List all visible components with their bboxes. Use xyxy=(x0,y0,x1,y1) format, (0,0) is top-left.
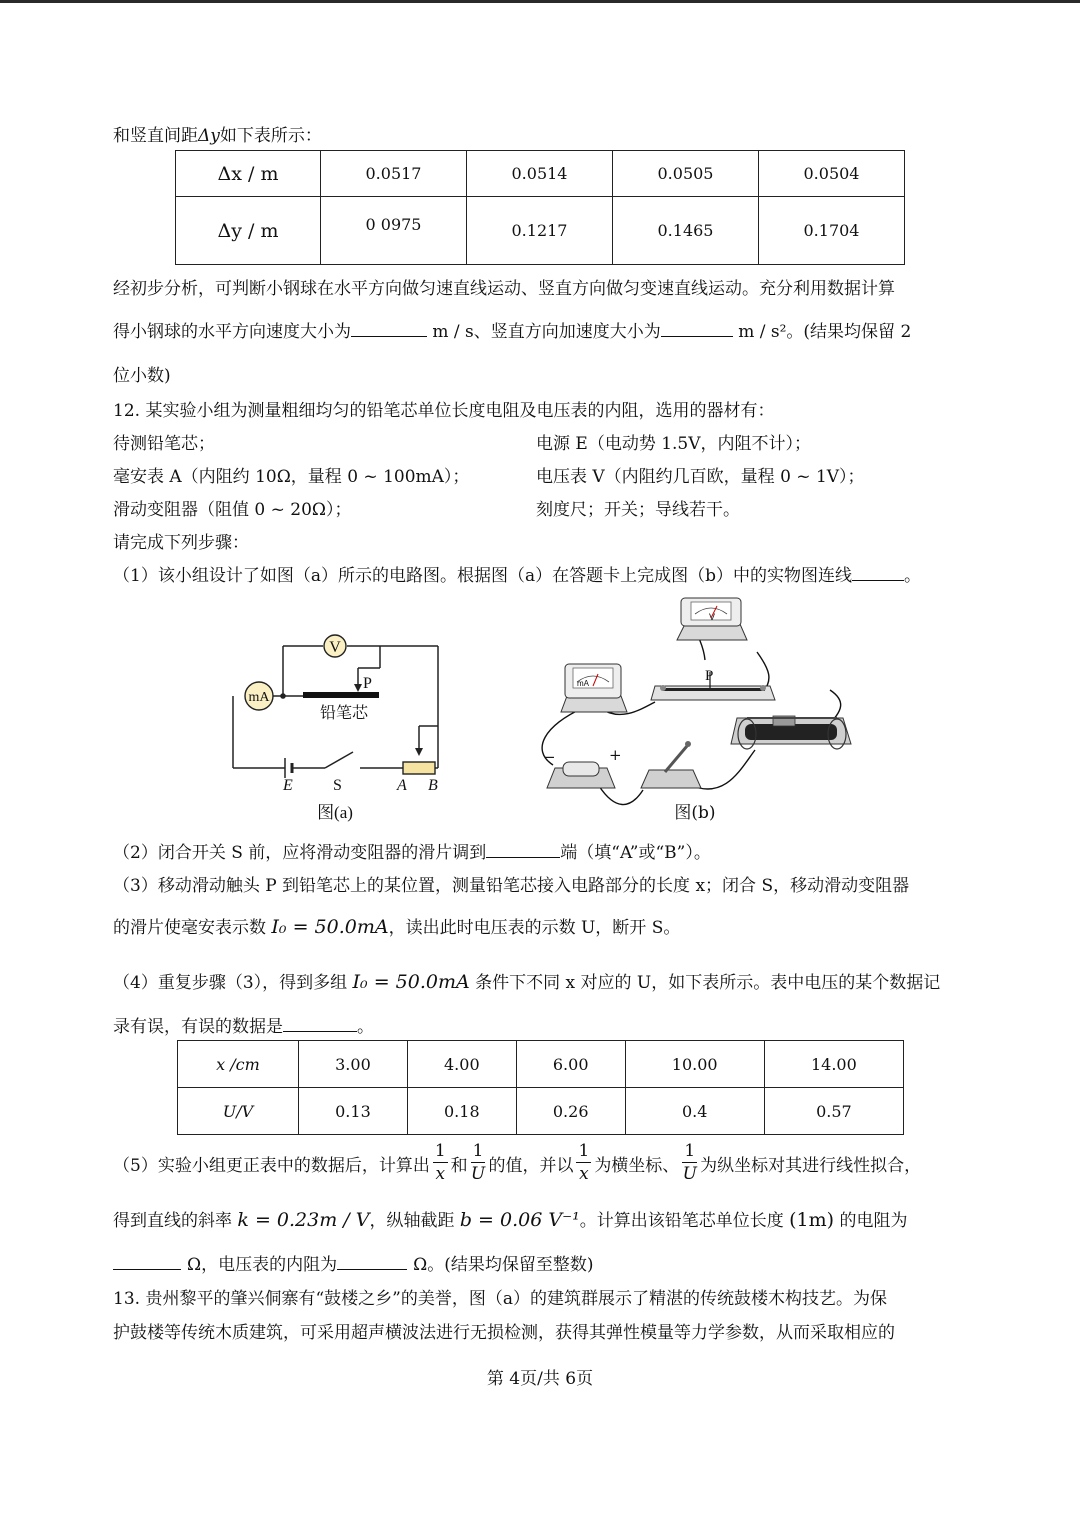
table-cell: 10.00 xyxy=(625,1041,764,1088)
step5-text-d: 为纵坐标对其进行线性拟合， xyxy=(700,1155,922,1176)
instruction: 请完成下列步骤： xyxy=(113,533,249,553)
label-pencil-core: 铅笔芯 xyxy=(320,705,369,722)
table-cell: 0.0505 xyxy=(613,151,759,197)
step4-text-d: 。 xyxy=(357,1017,374,1037)
equip-right-3: 刻度尺；开关；导线若干。 xyxy=(536,500,740,520)
table-row xyxy=(178,1088,904,1135)
equip-right-1: 电源 E（电动势 1.5V，内阻不计）； xyxy=(536,434,812,454)
step5-text-f: ，纵轴截距 xyxy=(369,1211,455,1231)
milliammeter-device xyxy=(561,664,627,712)
step5-line3 xyxy=(113,1250,593,1275)
step3-line1: （3）移动滑动触头 P 到铅笔芯上的某位置，测量铅笔芯接入电路部分的长度 x；闭合 S，移动滑动变阻器 xyxy=(113,876,910,896)
fraction-one-over-x xyxy=(433,1143,448,1183)
battery-minus: − xyxy=(543,748,556,766)
equip-left-3: 滑动变阻器（阻值 0 ~ 20Ω）； xyxy=(113,500,352,520)
q11-line2 xyxy=(113,317,911,342)
table-length-voltage xyxy=(177,1040,904,1135)
q11-text-c: 。(结果均保留 2 xyxy=(786,322,912,342)
unit-ms: m / s xyxy=(432,322,474,342)
step4-line1 xyxy=(113,968,940,993)
step5-text-e: 得到直线的斜率 xyxy=(113,1211,232,1231)
table-cell: 0 0975 xyxy=(321,197,467,265)
answer-blank-voltmeter-resistance[interactable] xyxy=(337,1268,407,1270)
voltmeter-device xyxy=(677,598,747,640)
step3-text-b: ，读出此时电压表的示数 U，断开 S。 xyxy=(388,918,681,938)
table-row xyxy=(176,151,905,197)
q11-text-a: 得小钢球的水平方向速度大小为 xyxy=(113,322,351,342)
step5-text-c: 为横坐标、 xyxy=(594,1155,680,1176)
equip-right-2: 电压表 V（内阻约几百欧，量程 0 ~ 1V）； xyxy=(536,467,865,487)
table-cell: 3.00 xyxy=(299,1041,408,1088)
answer-blank-resistance-per-length[interactable] xyxy=(113,1268,181,1270)
equip-left-2: 毫安表 A（内阻约 10Ω，量程 0 ~ 100mA）； xyxy=(113,467,470,487)
page-footer: 第 4页/共 6页 xyxy=(486,1369,594,1389)
frac-num: 1 xyxy=(472,1141,484,1161)
q11-line3: 位小数) xyxy=(113,366,171,386)
table-header-cell: U/V xyxy=(178,1088,299,1135)
q11-text-b: 、竖直方向加速度大小为 xyxy=(473,322,661,342)
step3-text-a: 的滑片使毫安表示数 xyxy=(113,918,266,938)
frac-den: U xyxy=(682,1164,697,1184)
step4-text-a: （4）重复步骤（3），得到多组 xyxy=(113,973,348,993)
table-cell: 6.00 xyxy=(516,1041,625,1088)
fraction-one-over-u-axis xyxy=(682,1143,697,1183)
label-b: B xyxy=(428,777,438,794)
apparatus-diagram xyxy=(525,590,865,830)
equip-left-1: 待测铅笔芯； xyxy=(113,434,215,454)
frac-den: U xyxy=(470,1164,486,1184)
pencil-core-bar xyxy=(303,692,379,698)
step5-text-i: Ω，电压表的内阻为 xyxy=(187,1255,338,1275)
table-cell: 0.1465 xyxy=(613,197,759,265)
figure-a-caption: 图(a) xyxy=(317,803,353,822)
milliammeter-label: mA xyxy=(577,679,589,688)
step1-line xyxy=(113,561,921,586)
step4-text-b: 条件下不同 x 对应的 U，如下表所示。表中电压的某个数据记 xyxy=(475,973,941,993)
table-row xyxy=(178,1041,904,1088)
step5-text-g: 。计算出该铅笔芯单位长度 xyxy=(579,1211,784,1231)
step2-line xyxy=(113,838,711,863)
table-cell: 0.4 xyxy=(625,1088,764,1135)
intro-prefix: 和竖直间距 xyxy=(113,126,198,146)
voltmeter-label: V xyxy=(709,612,716,622)
answer-blank-wrong-data[interactable] xyxy=(283,1030,357,1032)
intro-suffix: 如下表所示： xyxy=(219,126,322,146)
step3-line2 xyxy=(113,913,680,938)
table-header-cell: Δy / m xyxy=(176,197,321,265)
answer-blank-wiring[interactable] xyxy=(852,579,904,581)
answer-blank-velocity[interactable] xyxy=(351,335,427,337)
step5-text-h: 的电阻为 xyxy=(839,1211,908,1231)
frac-num: 1 xyxy=(684,1141,696,1161)
table-cell: 0.0514 xyxy=(467,151,613,197)
step5-line1 xyxy=(113,1140,921,1186)
step3-eq: I₀ = 50.0mA xyxy=(271,916,389,938)
step4-line2 xyxy=(113,1012,374,1037)
figure-b-caption: 图(b) xyxy=(674,803,716,823)
answer-blank-acceleration[interactable] xyxy=(661,335,733,337)
frac-den: x xyxy=(435,1164,446,1184)
rheostat-symbol xyxy=(403,762,435,774)
intro-var: Δy xyxy=(198,126,220,146)
table-cell: 4.00 xyxy=(407,1041,516,1088)
table-cell: 0.1217 xyxy=(467,197,613,265)
label-s: S xyxy=(333,777,342,794)
battery-device xyxy=(543,746,622,788)
circuit-diagram xyxy=(225,628,455,828)
q13-line1: 13. 贵州黎平的肇兴侗寨有“鼓楼之乡”的美誉，图（a）的建筑群展示了精湛的传统鼓楼木构技艺。为保 xyxy=(113,1289,887,1309)
step5-text-j: Ω。(结果均保留至整数) xyxy=(413,1255,594,1275)
label-a: A xyxy=(397,777,407,794)
answer-blank-slider-end[interactable] xyxy=(486,856,560,858)
q13-line2: 护鼓楼等传统木质建筑，可采用超声横波法进行无损检测，获得其弹性模量等力学参数，从而采取相应的 xyxy=(113,1323,895,1343)
table-cell: 0.0504 xyxy=(759,151,905,197)
fraction-one-over-x-axis xyxy=(576,1143,591,1183)
step4-eq: I₀ = 50.0mA xyxy=(352,971,470,993)
step5-text-a: （5）实验小组更正表中的数据后，计算出 xyxy=(113,1155,430,1176)
step1-text: （1）该小组设计了如图（a）所示的电路图。根据图（a）在答题卡上完成图（b）中的实物图连线 xyxy=(113,566,852,586)
table-row xyxy=(176,197,905,265)
q11-line1: 经初步分析，可判断小钢球在水平方向做匀速直线运动、竖直方向做匀变速直线运动。充分利用数据计算 xyxy=(113,279,895,299)
unit-ms2: m / s² xyxy=(738,322,787,342)
step5-text-b: 的值，并以 xyxy=(488,1155,574,1176)
switch-device xyxy=(641,741,701,788)
page-top-edge xyxy=(0,0,1080,3)
step5-line2 xyxy=(113,1206,907,1231)
frac-den: x xyxy=(579,1164,589,1184)
q12-title: 12. 某实验小组为测量粗细均匀的铅笔芯单位长度电阻及电压表的内阻，选用的器材有： xyxy=(113,401,775,421)
unit-length: (1m) xyxy=(789,1209,835,1231)
frac-num: 1 xyxy=(434,1141,446,1161)
table-cell: 0.13 xyxy=(299,1088,408,1135)
step1-end: 。 xyxy=(903,566,921,586)
label-e: E xyxy=(283,777,293,794)
table-cell: 0.0517 xyxy=(321,151,467,197)
frac-num: 1 xyxy=(578,1141,590,1161)
slope-value: k = 0.23m / V xyxy=(237,1209,370,1231)
intercept-value: b = 0.06 V⁻¹ xyxy=(459,1209,580,1231)
step4-text-c: 录有误，有误的数据是 xyxy=(113,1017,283,1037)
label-v: V xyxy=(329,639,341,656)
table-cell: 0.26 xyxy=(516,1088,625,1135)
step5-and: 和 xyxy=(450,1155,468,1176)
table-cell: 0.1704 xyxy=(759,197,905,265)
step2-text-a: （2）闭合开关 S 前，应将滑动变阻器的滑片调到 xyxy=(113,843,487,863)
label-p: P xyxy=(363,675,372,692)
contact-p-label: P xyxy=(705,668,714,684)
table-cell: 0.57 xyxy=(764,1088,903,1135)
table-cell: 0.18 xyxy=(407,1088,516,1135)
intro-line xyxy=(113,121,322,146)
rheostat-device xyxy=(731,716,851,749)
table-displacement xyxy=(175,150,905,265)
label-ma: mA xyxy=(248,690,270,705)
step2-text-b: 端（填“A”或“B”）。 xyxy=(560,843,711,863)
table-header-cell: Δx / m xyxy=(176,151,321,197)
table-header-cell: x /cm xyxy=(178,1041,299,1088)
fraction-one-over-u xyxy=(471,1143,486,1183)
pencil-core-device xyxy=(651,668,775,700)
battery-plus: + xyxy=(609,746,622,764)
table-cell: 14.00 xyxy=(764,1041,903,1088)
